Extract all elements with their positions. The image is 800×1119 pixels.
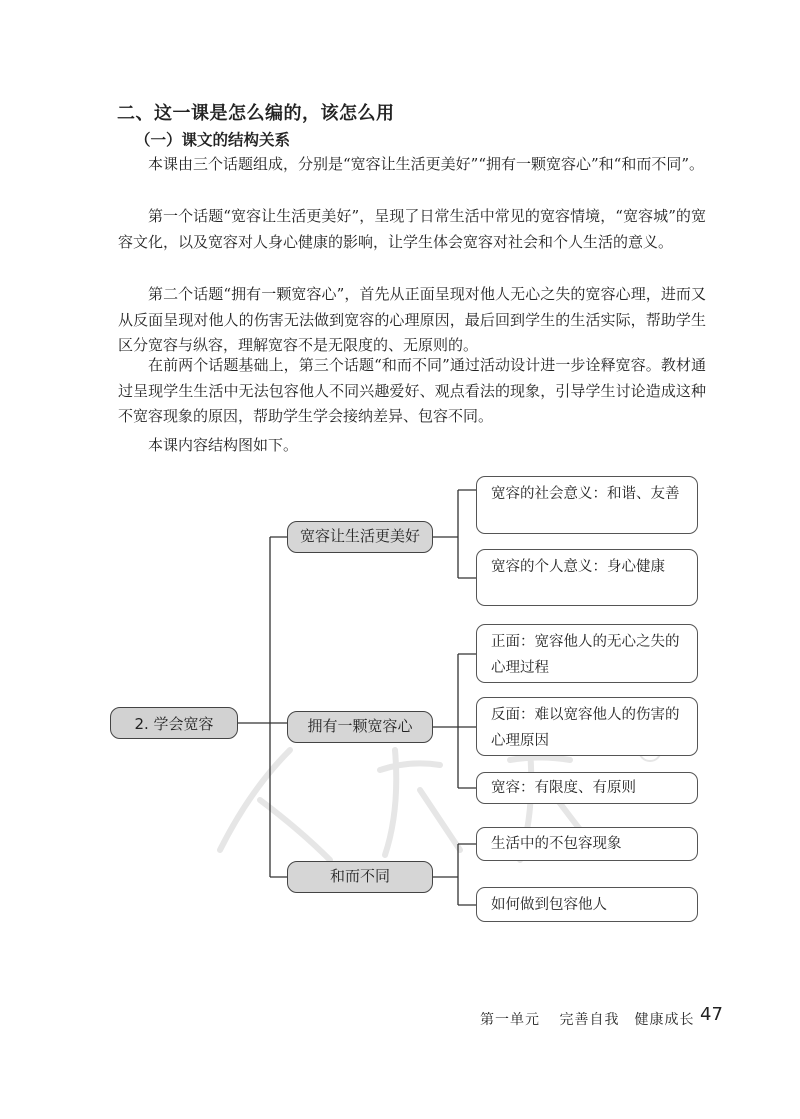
diagram-root-node: 2. 学会宽容 — [110, 707, 238, 739]
footer-unit-title: 完善自我 健康成长 — [559, 1012, 695, 1028]
diagram-leaf-node: 反面：难以宽容他人的伤害的心理原因 — [476, 697, 698, 756]
diagram-leaf-node: 宽容的社会意义：和谐、友善 — [476, 476, 698, 534]
paragraph-topic-3: 在前两个话题基础上，第三个话题“和而不同”通过活动设计进一步诠释宽容。教材通过呈现学生生活中无法包容他人不同兴趣爱好、观点看法的现象，引导学生讨论造成这种不宽容现象的原因，帮助学生学会接纳差异、包容不同。 — [118, 356, 706, 425]
page-number: 47 — [700, 1004, 723, 1025]
diagram-leaf-node: 宽容的个人意义：身心健康 — [476, 549, 698, 606]
diagram-leaf-node: 宽容：有限度、有原则 — [476, 772, 698, 804]
paragraph-intro: 本课由三个话题组成，分别是“宽容让生活更美好”“拥有一颗宽容心”和“和而不同”。 — [148, 155, 705, 173]
diagram-topic-node: 拥有一颗宽容心 — [287, 711, 433, 743]
diagram-leaf-node: 生活中的不包容现象 — [476, 827, 698, 861]
diagram-leaf-node: 如何做到包容他人 — [476, 887, 698, 922]
diagram-topic-node: 宽容让生活更美好 — [287, 521, 433, 553]
section-heading: 二、这一课是怎么编的，该怎么用 — [117, 103, 395, 124]
diagram-topic-node: 和而不同 — [287, 861, 433, 893]
footer-unit: 第一单元 — [480, 1012, 540, 1028]
paragraph-topic-2: 第二个话题“拥有一颗宽容心”，首先从正面呈现对他人无心之失的宽容心理，进而又从反面呈现对他人的伤害无法做到宽容的心理原因，最后回到学生的生活实际，帮助学生区分宽容与纵容，理解宽容不是无限度的、无原则的。 — [118, 285, 706, 354]
page-footer — [480, 1009, 708, 1029]
subsection-heading: （一）课文的结构关系 — [135, 130, 291, 149]
paragraph-diagram-intro: 本课内容结构图如下。 — [148, 436, 299, 454]
diagram-leaf-node: 正面：宽容他人的无心之失的心理过程 — [476, 624, 698, 683]
paragraph-topic-1: 第一个话题“宽容让生活更美好”，呈现了日常生活中常见的宽容情境，“宽容城”的宽容文化，以及宽容对人身心健康的影响，让学生体会宽容对社会和个人生活的意义。 — [118, 207, 706, 251]
